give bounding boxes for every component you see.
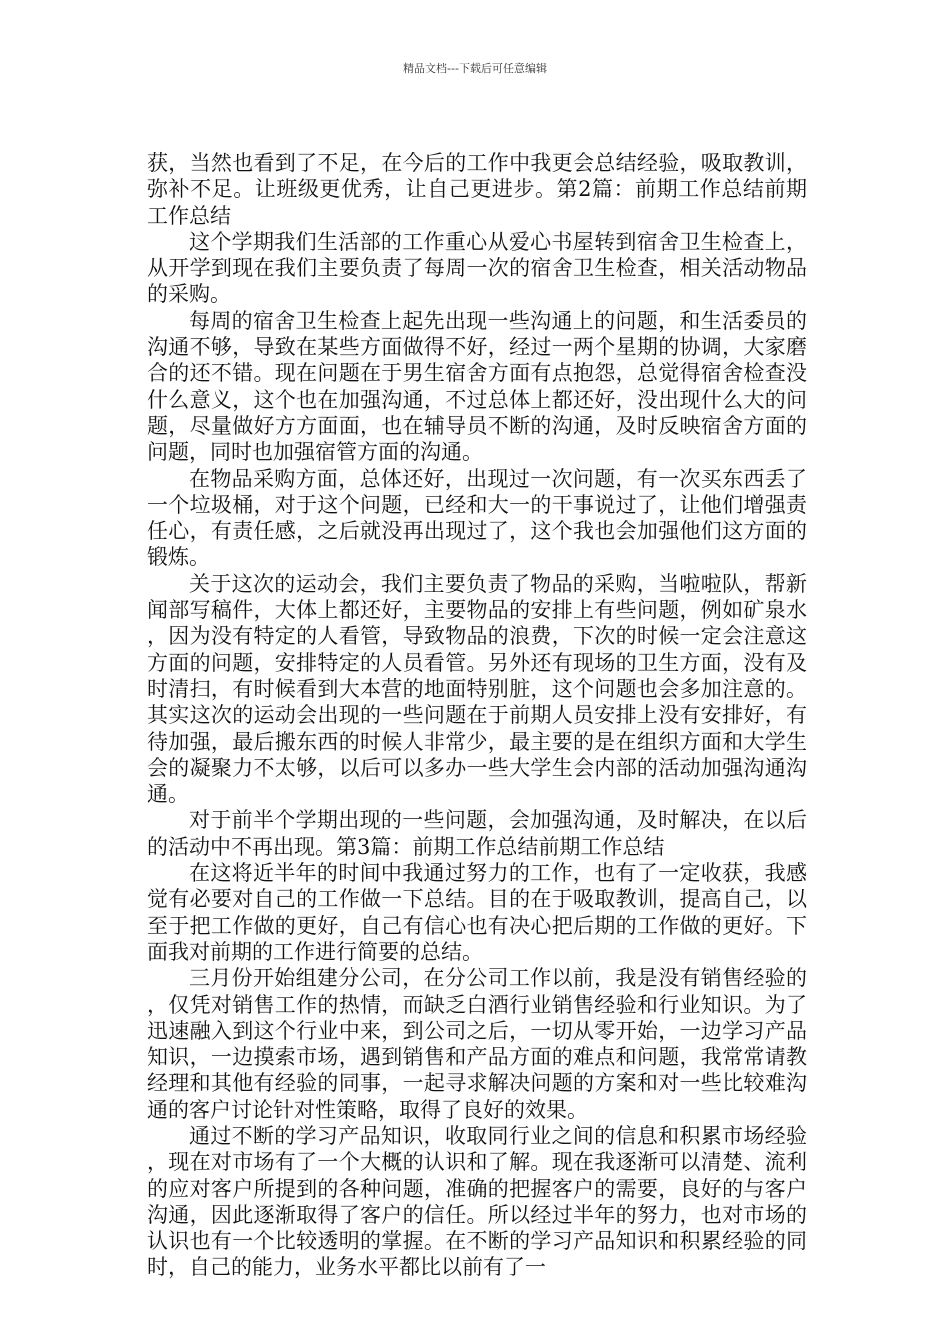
paragraph: 获，当然也看到了不足，在今后的工作中我更会总结经验，吸取教训，弥补不足。让班级更优秀，让自己更进步。第2篇：前期工作总结前期工作总结 bbox=[147, 151, 807, 228]
paragraph: 对于前半个学期出现的一些问题，会加强沟通，及时解决，在以后的活动中不再出现。第3篇：前期工作总结前期工作总结 bbox=[147, 808, 807, 859]
paragraph: 在这将近半年的时间中我通过努力的工作，也有了一定收获，我感觉有必要对自己的工作做一下总结。目的在于吸取教训，提高自己，以至于把工作做的更好，自己有信心也有决心把后期的工作做的更好。下面我对前期的工作进行简要的总结。 bbox=[147, 861, 807, 964]
document-body bbox=[147, 150, 807, 1281]
paragraph: 通过不断的学习产品知识，收取同行业之间的信息和积累市场经验，现在对市场有了一个大概的认识和了解。现在我逐渐可以清楚、流利的应对客户所提到的各种问题，准确的把握客户的需要，良好的与客户沟通，因此逐渐取得了客户的信任。所以经过半年的努力，也对市场的认识也有一个比较透明的掌握。在不断的学习产品知识和积累经验的同时，自己的能力，业务水平都比以前有了一 bbox=[147, 1123, 807, 1280]
paragraph: 三月份开始组建分公司，在分公司工作以前，我是没有销售经验的，仅凭对销售工作的热情，而缺乏白酒行业销售经验和行业知识。为了迅速融入到这个行业中来，到公司之后，一切从零开始，一边学习产品知识，一边摸索市场，遇到销售和产品方面的难点和问题，我常常请教经理和其他有经验的同事，一起寻求解决问题的方案和对一些比较难沟通的客户讨论针对性策略，取得了良好的效果。 bbox=[147, 966, 807, 1122]
paragraph: 在物品采购方面，总体还好，出现过一次问题，有一次买东西丢了一个垃圾桶，对于这个问题，已经和大一的干事说过了，让他们增强责任心，有责任感，之后就没再出现过了，这个我也会加强他们这方面的锻炼。 bbox=[147, 466, 807, 570]
paragraph: 每周的宿舍卫生检查上起先出现一些沟通上的问题，和生活委员的沟通不够，导致在某些方面做得不好，经过一两个星期的协调，大家磨合的还不错。现在问题在于男生宿舍方面有点抱怨，总觉得宿舍检查没什么意义，这个也在加强沟通，不过总体上都还好，没出现什么大的问题，尽量做好方方面面，也在辅导员不断的沟通，及时反映宿舍方面的问题，同时也加强宿管方面的沟通。 bbox=[147, 308, 807, 465]
paragraph: 这个学期我们生活部的工作重心从爱心书屋转到宿舍卫生检查上，从开学到现在我们主要负责了每周一次的宿舍卫生检查，相关活动物品的采购。 bbox=[147, 229, 807, 307]
paragraph: 关于这次的运动会，我们主要负责了物品的采购，当啦啦队，帮新闻部写稿件，大体上都还好，主要物品的安排上有些问题，例如矿泉水，因为没有特定的人看管，导致物品的浪费，下次的时候一定会注意这方面的问题，安排特定的人员看管。另外还有现场的卫生方面，没有及时清扫，有时候看到大本营的地面特别脏，这个问题也会多加注意的。其实这次的运动会出现的一些问题在于前期人员安排上没有安排好，有待加强，最后搬东西的时候人非常少，最主要的是在组织方面和大学生会的凝聚力不太够，以后可以多办一些大学生会内部的活动加强沟通沟通。 bbox=[147, 571, 807, 807]
page-header: 精品文档---下载后可任意编辑 bbox=[403, 62, 547, 75]
